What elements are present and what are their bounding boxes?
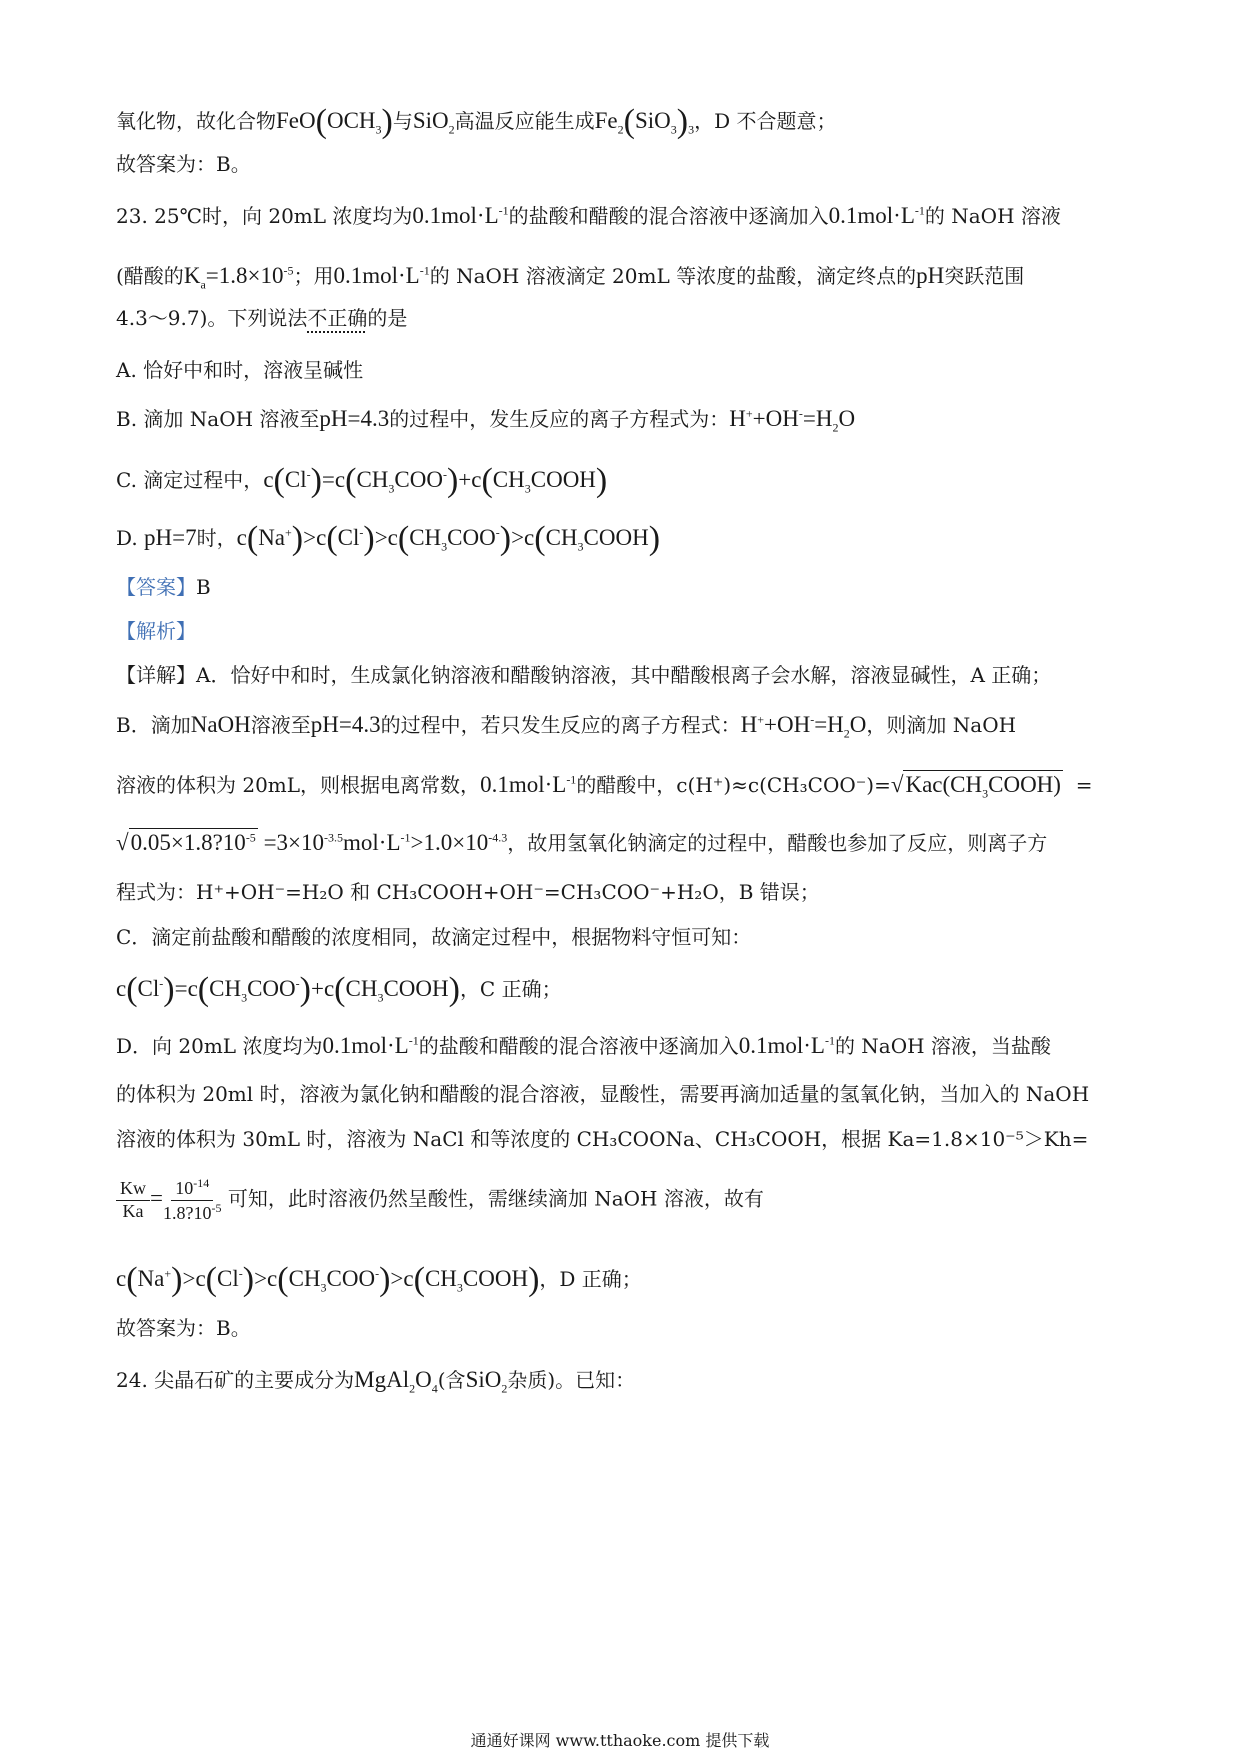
detail-line-d2: 的体积为 20ml 时，溶液为氯化钠和醋酸的混合溶液，显酸性，需要再滴加适量的氢氧化钠，当加入的 NaOH [116, 1082, 1090, 1106]
answer-label: 【答案】B [116, 575, 211, 599]
answer-line-23: 故答案为：B。 [116, 1316, 251, 1340]
detail-line-d5: $c(Na^+)>c(Cl^-)>c(CH_3COO^-)>c(CH_3COOH)$，D 正确； [116, 1261, 642, 1298]
detail-line-d4: $\frac{Kw}{Ka}$ = $\frac{10^{-14}}{1.8?10^{-5}}$ 可知，此时溶液仍然呈酸性，需继续滴加 NaOH 溶液，故有 [116, 1176, 764, 1224]
detail-line-b3: $√0.05\times 1.8?10^{-5} =3\times 10^{-3.5}mol\cdot L^{-1}>1.0\times 10^{-4.3}$，故用氢氧化钠滴定的过程中，醋酸也参加了反应，则离子方 [116, 830, 1048, 855]
detail-line-d1: D．向 20mL 浓度均为$0.1mol\cdot L^{-1}$的盐酸和醋酸的混合溶液中逐滴加入$0.1mol\cdot L^{-1}$的 NaOH 溶液，当盐酸 [116, 1033, 1051, 1058]
text-line-oxide: 氧化物，故化合物$FeO(OCH_3)$与SiO$_2$高温反应能生成$Fe_2(SiO_3)_3$，D 不合题意； [116, 103, 837, 140]
detail-line-d3: 溶液的体积为 30mL 时，溶液为 NaCl 和等浓度的 CH₃COONa、CH₃COOH，根据 Ka=1.8×10⁻⁵＞Kh= [116, 1127, 1089, 1151]
detail-line-b1: B．滴加NaOH溶液至pH=4.3的过程中，若只发生反应的离子方程式：$H^++OH^-=H_2O$，则滴加 NaOH [116, 712, 1017, 741]
option-c: C. 滴定过程中，$c(Cl^-)=c(CH_3COO^-)+c(CH_3COOH)$ [116, 462, 608, 499]
question-23-line3: 4.3～9.7)。下列说法不正确的是 [116, 306, 408, 330]
footer-watermark: 通通好课网 www.tthaoke.com 提供下载 [470, 1731, 770, 1750]
option-d: D. pH=7时，$c(Na^+)>c(Cl^-)>c(CH_3COO^-)>c(CH_3COOH)$ [116, 520, 661, 557]
question-23-line1: 23. 25℃时，向 20mL 浓度均为$0.1mol\cdot L^{-1}$的盐酸和醋酸的混合溶液中逐滴加入$0.1mol\cdot L^{-1}$的 NaOH 溶液 [116, 203, 1061, 228]
option-b: B. 滴加 NaOH 溶液至pH=4.3的过程中，发生反应的离子方程式为：$H^++OH^-=H_2O$ [116, 406, 856, 435]
detail-line-c2: $c(Cl^-)=c(CH_3COO^-)+c(CH_3COOH)$，C 正确； [116, 971, 562, 1008]
answer-line-prev: 故答案为：B。 [116, 152, 251, 176]
question-23-line2: (醋酸的$K_a=1.8\times 10^{-5}$；用$0.1mol\cdot L^{-1}$的 NaOH 溶液滴定 20mL 等浓度的盐酸，滴定终点的pH突跃范围 [116, 263, 1025, 292]
detail-line-a: 【详解】A．恰好中和时，生成氯化钠溶液和醋酸钠溶液，其中醋酸根离子会水解，溶液显碱性，A 正确； [116, 663, 1052, 687]
question-24-line1: 24. 尖晶石矿的主要成分为$MgAl_2O_4$(含SiO$_2$杂质)。已知： [116, 1367, 636, 1396]
detail-line-c1: C．滴定前盐酸和醋酸的浓度相同，故滴定过程中，根据物料守恒可知： [116, 925, 752, 949]
analysis-label: 【解析】 [116, 619, 196, 643]
option-a: A. 恰好中和时，溶液呈碱性 [116, 358, 364, 382]
detail-line-b2: 溶液的体积为 20mL，则根据电离常数，$0.1mol\cdot L^{-1}$的醋酸中，$c(H^+)\approx c(CH_3COO^-)=√Kac(CH_3COOH)$ = [116, 772, 1093, 801]
detail-line-b4: 程式为：H⁺+OH⁻=H₂O 和 CH₃COOH+OH⁻=CH₃COO⁻+H₂O，B 错误； [116, 880, 820, 904]
